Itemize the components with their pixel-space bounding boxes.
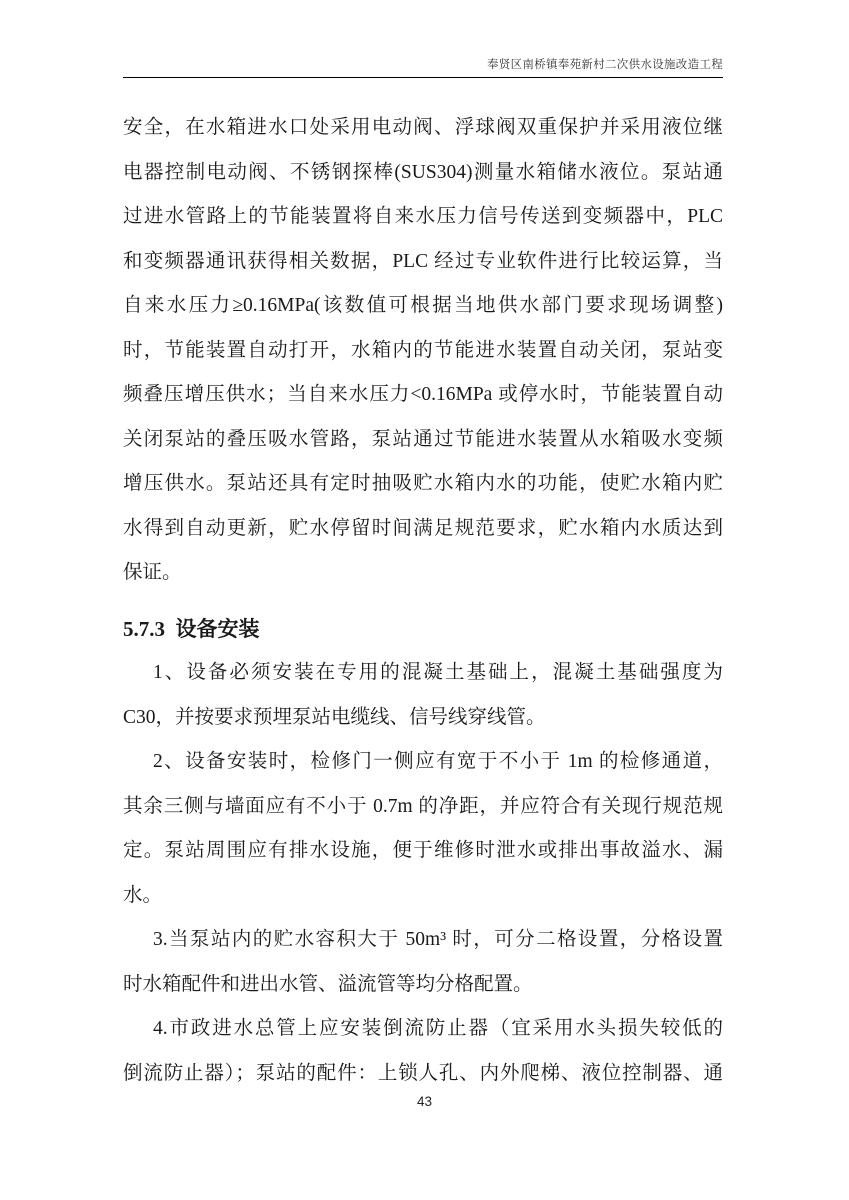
text-line: 时水箱配件和进出水管、溢流管等均分格配置。 — [123, 973, 533, 995]
text-line: 其余三侧与墙面应有不小于 0.7m 的净距，并应符合有关现行规范规 — [123, 795, 723, 817]
text-line: 过进水管路上的节能装置将自来水压力信号传送到变频器中，PLC — [123, 206, 723, 227]
document-body — [123, 106, 723, 1096]
page-footer — [0, 1094, 849, 1109]
text-line: 和变频器通讯获得相关数据，PLC 经过专业软件进行比较运算，当 — [123, 250, 723, 272]
page-header — [123, 56, 723, 78]
text-line: 4.市政进水总管上应安装倒流防止器（宜采用水头损失较低的 — [153, 1018, 723, 1039]
text-line: 电器控制电动阀、不锈钢探棒(SUS304)测量水箱储水液位。泵站通 — [123, 161, 723, 183]
text-line: 3.当泵站内的贮水容积大于 50m³ 时，可分二格设置，分格设置 — [153, 929, 723, 950]
text-line: 2、设备安装时，检修门一侧应有宽于不小于 1m 的检修通道， — [153, 751, 723, 772]
section-heading: 5.7.3 设备安装 — [123, 616, 260, 641]
text-line: 保证。 — [123, 562, 182, 583]
list-item-4 — [123, 1007, 723, 1096]
text-line: 定。泵站周围应有排水设施，便于维修时泄水或排出事故溢水、漏 — [123, 840, 723, 861]
text-line: C30，并按要求预埋泵站电缆线、信号线穿线管。 — [123, 706, 546, 728]
text-line: 关闭泵站的叠压吸水管路，泵站通过节能进水装置从水箱吸水变频 — [123, 428, 723, 450]
text-line: 安全，在水箱进水口处采用电动阀、浮球阀双重保护并采用液位继 — [123, 117, 723, 138]
text-line: 时，节能装置自动打开，水箱内的节能进水装置自动关闭，泵站变 — [123, 339, 723, 361]
text-line: 水得到自动更新，贮水停留时间满足规范要求，贮水箱内水质达到 — [123, 517, 723, 539]
list-item-2 — [123, 740, 723, 918]
text-line: 自来水压力≥0.16MPa(该数值可根据当地供水部门要求现场调整) — [123, 295, 723, 316]
header-title: 奉贤区南桥镇奉苑新村二次供水设施改造工程 — [487, 59, 723, 71]
list-item-1 — [123, 651, 723, 740]
list-item-3 — [123, 918, 723, 1007]
text-line: 1、设备必须安装在专用的混凝土基础上，混凝土基础强度为 — [153, 662, 723, 683]
text-line: 倒流防止器）；泵站的配件：上锁人孔、内外爬梯、液位控制器、通 — [123, 1062, 723, 1084]
text-line: 水。 — [123, 884, 163, 906]
page-number: 43 — [416, 1094, 433, 1109]
text-line: 频叠压增压供水；当自来水压力<0.16MPa 或停水时，节能装置自动 — [123, 384, 723, 405]
paragraph-1 — [123, 106, 723, 596]
text-line: 增压供水。泵站还具有定时抽吸贮水箱内水的功能，使贮水箱内贮 — [123, 473, 723, 494]
